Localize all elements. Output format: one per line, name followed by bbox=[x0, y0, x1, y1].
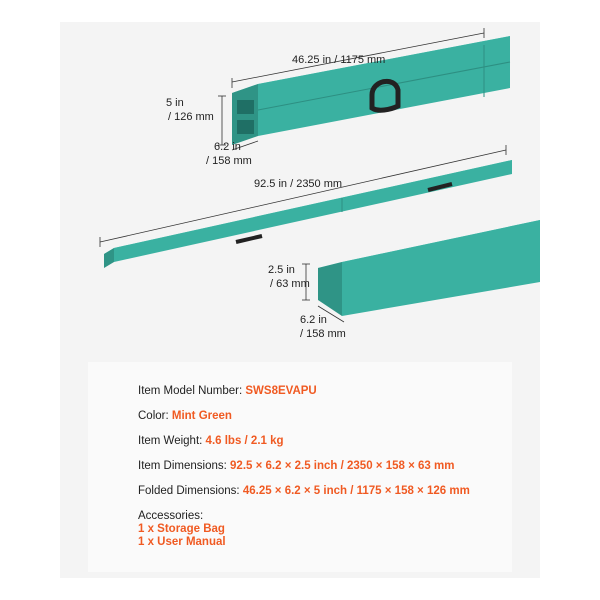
folded-width-mm-label: / 158 mm bbox=[206, 155, 252, 167]
long-dimension-line bbox=[100, 145, 506, 247]
weight-value: 4.6 lbs / 2.1 kg bbox=[205, 435, 284, 447]
spec-accessories bbox=[138, 510, 226, 549]
spec-model: Item Model Number: SWS8EVAPU bbox=[138, 385, 317, 397]
folded-beam bbox=[232, 36, 510, 145]
spec-weight: Item Weight: 4.6 lbs / 2.1 kg bbox=[138, 435, 284, 447]
dimensions-value: 92.5 × 6.2 × 2.5 inch / 2350 × 158 × 63 mm bbox=[230, 460, 455, 472]
spec-folded-dimensions: Folded Dimensions: 46.25 × 6.2 × 5 inch / 1175 × 158 × 126 mm bbox=[138, 485, 470, 497]
accessories-label: Accessories: bbox=[138, 510, 204, 522]
beam-cross-section bbox=[318, 220, 540, 316]
color-value: Mint Green bbox=[171, 410, 232, 422]
accessory-storage-bag: 1 x Storage Bag bbox=[138, 523, 225, 535]
accessory-user-manual: 1 x User Manual bbox=[138, 536, 226, 548]
beam-width-mm-label: / 158 mm bbox=[300, 328, 346, 340]
model-value: SWS8EVAPU bbox=[245, 385, 317, 397]
beam-height-in-label: 2.5 in bbox=[268, 264, 295, 276]
folded-length-label: 46.25 in / 1175 mm bbox=[292, 54, 386, 66]
beam-width-in-label: 6.2 in bbox=[300, 314, 327, 326]
folded-height-in-label: 5 in bbox=[166, 97, 184, 109]
folded-width-in-label: 6.2 in bbox=[214, 141, 241, 153]
beam-height-mm-label: / 63 mm bbox=[270, 278, 310, 290]
folded-dimensions-value: 46.25 × 6.2 × 5 inch / 1175 × 158 × 126 mm bbox=[242, 485, 470, 497]
full-length-label: 92.5 in / 2350 mm bbox=[254, 178, 343, 190]
spec-color: Color: Mint Green bbox=[138, 410, 232, 422]
spec-dimensions: Item Dimensions: 92.5 × 6.2 × 2.5 inch / 2350 × 158 × 63 mm bbox=[138, 460, 455, 472]
folded-height-mm-label: / 126 mm bbox=[168, 111, 214, 123]
